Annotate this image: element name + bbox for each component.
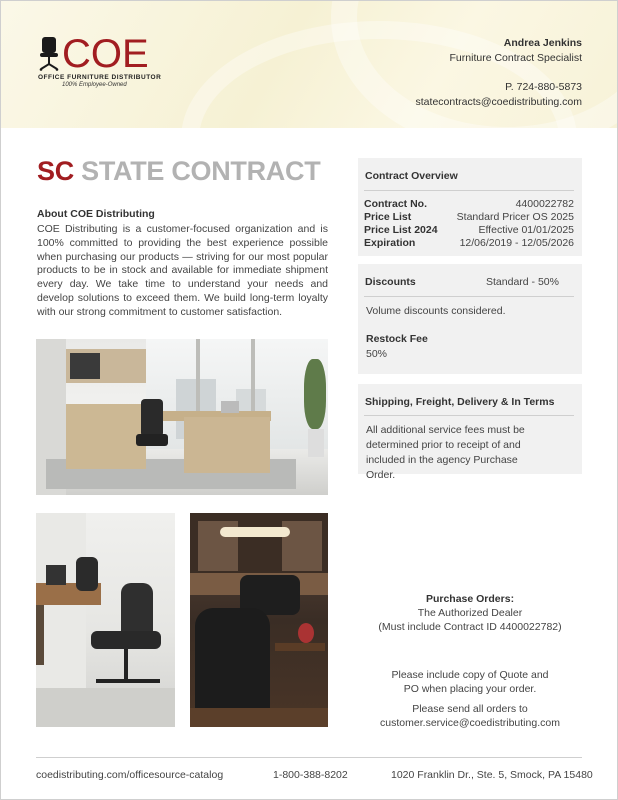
title-text: STATE CONTRACT — [81, 156, 321, 186]
row-label: Expiration — [364, 237, 416, 249]
office-chair-icon — [38, 37, 60, 71]
contact-role: Furniture Contract Specialist — [449, 52, 582, 64]
authorized-dealer: The Authorized Dealer — [417, 607, 523, 619]
divider — [364, 190, 574, 191]
divider — [364, 296, 574, 297]
overview-row — [364, 224, 574, 238]
row-value: 12/06/2019 - 12/05/2026 — [459, 237, 574, 249]
contract-overview-box — [358, 158, 582, 256]
customer-service-email[interactable]: customer.service@coedistributing.com — [380, 717, 560, 729]
overview-row — [364, 198, 574, 212]
task-chair-photo — [36, 513, 175, 727]
row-label: Contract No. — [364, 198, 427, 210]
footer-divider — [36, 757, 582, 758]
purchase-orders-block — [358, 592, 582, 634]
row-value: Standard Pricer OS 2025 — [456, 211, 574, 223]
send-orders-block — [358, 702, 582, 730]
quote-note-block — [358, 668, 582, 696]
quote-note-line: Please include copy of Quote and — [391, 669, 549, 681]
row-label: Price List — [364, 211, 412, 223]
logo-wordmark: COE — [62, 32, 149, 76]
coe-logo — [38, 32, 162, 88]
footer-address: 1020 Franklin Dr., Ste. 5, Smock, PA 15480 — [391, 769, 593, 781]
shipping-box — [358, 384, 582, 481]
shipping-heading: Shipping, Freight, Delivery & In Terms — [365, 396, 555, 408]
page-title — [37, 156, 320, 187]
logo-subtitle: OFFICE FURNITURE DISTRIBUTOR — [38, 74, 162, 81]
contact-phone: P. 724-880-5873 — [505, 81, 582, 93]
quote-note-line: PO when placing your order. — [403, 683, 537, 695]
discount-value: Standard - 50% — [486, 276, 559, 288]
restock-fee-value: 50% — [366, 348, 388, 360]
title-abbreviation: SC — [37, 156, 74, 186]
logo-tagline: 100% Employee-Owned — [62, 82, 127, 88]
send-orders-line: Please send all orders to — [412, 703, 528, 715]
contact-name: Andrea Jenkins — [503, 37, 582, 49]
row-label: Price List 2024 — [364, 224, 438, 236]
contract-id-note: (Must include Contract ID 4400022782) — [378, 621, 562, 633]
divider — [364, 415, 574, 416]
office-desk-photo — [36, 339, 328, 495]
overview-row — [364, 237, 574, 251]
volume-discount-note: Volume discounts considered. — [366, 305, 506, 317]
discounts-heading: Discounts — [365, 276, 416, 288]
overview-row — [364, 211, 574, 225]
about-heading: About COE Distributing — [37, 208, 155, 220]
restock-fee-label: Restock Fee — [366, 333, 428, 345]
row-value: 4400022782 — [515, 198, 574, 210]
row-value: Effective 01/01/2025 — [478, 224, 574, 236]
discounts-box — [358, 264, 582, 374]
contact-email[interactable]: statecontracts@coedistributing.com — [415, 96, 582, 108]
purchase-orders-heading: Purchase Orders: — [425, 593, 515, 605]
about-paragraph: COE Distributing is a customer-focused organization and is 100% committed to providing the best experience possible when purchasing our products — striving for our most popular products to be in stock and available for immediate shipment every day. We take time to understand your needs and develop solutions to exceed them. We build long-term loyalty with our strong commitment to customer satisfaction. — [37, 223, 328, 318]
footer-website[interactable]: coedistributing.com/officesource-catalog — [36, 769, 224, 781]
shipping-text: All additional service fees must be determined prior to receipt of and included in the agency Purchase Order. — [366, 424, 525, 481]
lounge-chair-photo — [190, 513, 328, 727]
contract-overview-heading: Contract Overview — [365, 170, 458, 182]
footer-phone: 1-800-388-8202 — [273, 769, 348, 781]
contact-block — [416, 36, 582, 110]
